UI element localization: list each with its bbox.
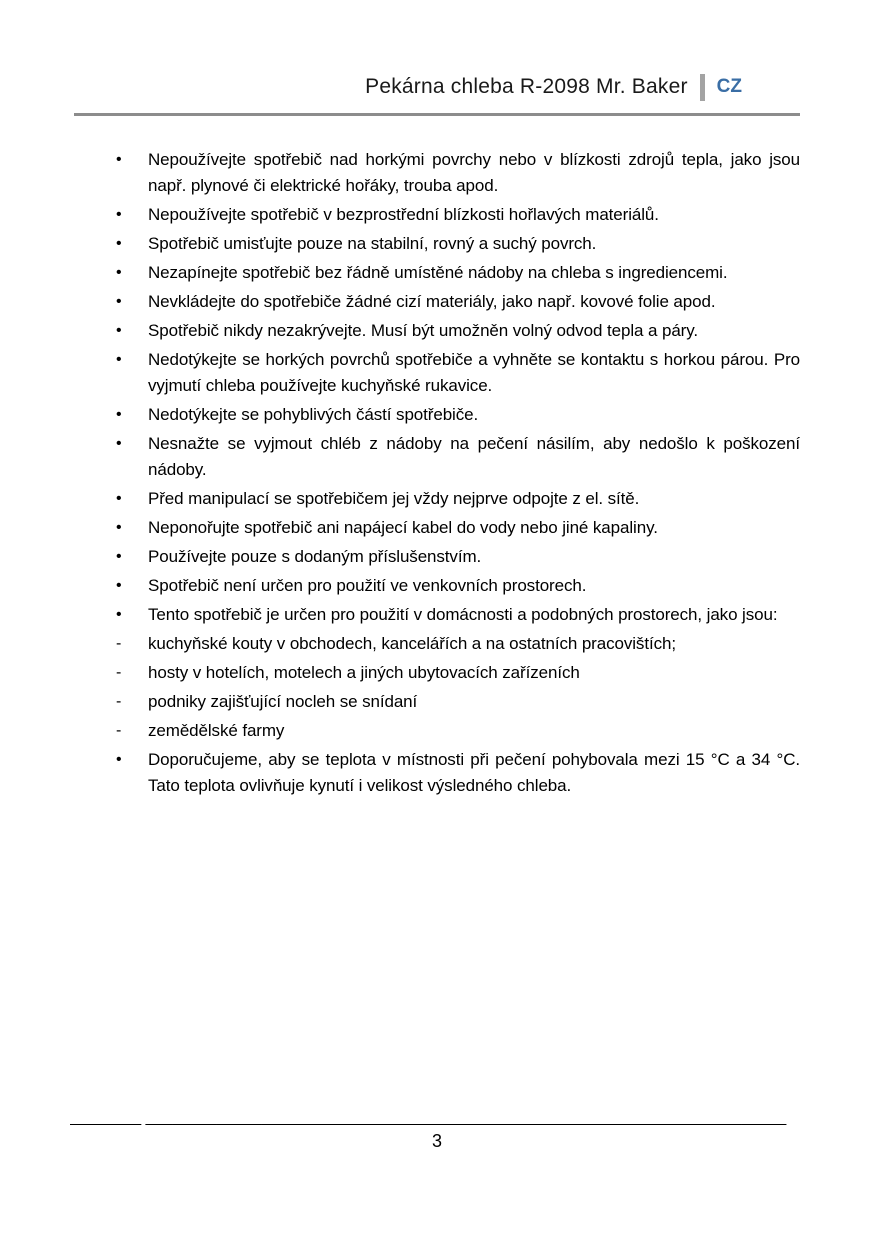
list-item-text: Používejte pouze s dodaným příslušenstvím. [148, 547, 482, 566]
list-item-text: Spotřebič umisťujte pouze na stabilní, rovný a suchý povrch. [148, 234, 597, 253]
dash-marker: - [116, 664, 122, 681]
bullet-marker: • [116, 606, 122, 623]
list-item [74, 231, 800, 257]
list-item [74, 347, 800, 399]
list-item-text: Nepoužívejte spotřebič nad horkými povrchy nebo v blízkosti zdrojů tepla, jako jsou např. plynové či elektrické hořáky, trouba apod. [148, 150, 800, 195]
list-item-dash [74, 660, 800, 686]
list-item-text: Nedotýkejte se horkých povrchů spotřebiče a vyhněte se kontaktu s horkou párou. Pro vyjmutí chleba používejte kuchyňské rukavice. [148, 350, 800, 395]
dash-marker: - [116, 635, 122, 652]
bullet-marker: • [116, 548, 122, 565]
language-badge: CZ [716, 76, 742, 97]
bullet-marker: • [116, 235, 122, 252]
page-footer [70, 1111, 800, 1240]
list-item [74, 402, 800, 428]
list-item-text: Spotřebič nikdy nezakrývejte. Musí být umožněn volný odvod tepla a páry. [148, 321, 698, 340]
list-item-text: kuchyňské kouty v obchodech, kancelářích a na ostatních pracovištích; [148, 634, 676, 653]
header-rule [74, 113, 800, 116]
bullet-marker: • [116, 293, 122, 310]
dash-marker: - [116, 693, 122, 710]
bullet-marker: • [116, 264, 122, 281]
bullet-marker: • [116, 751, 122, 768]
list-item [74, 515, 800, 541]
list-item [74, 602, 800, 628]
bullet-marker: • [116, 151, 122, 168]
list-item-dash [74, 689, 800, 715]
page-header [74, 70, 800, 104]
bullet-marker: • [116, 351, 122, 368]
list-item [74, 260, 800, 286]
list-item [74, 431, 800, 483]
list-item [74, 318, 800, 344]
list-item-text: Nesnažte se vyjmout chléb z nádoby na pečení násilím, aby nedošlo k poškození nádoby. [148, 434, 800, 479]
list-item [74, 573, 800, 599]
bullet-marker: • [116, 206, 122, 223]
page-title: Pekárna chleba R-2098 Mr. Baker [365, 75, 688, 98]
footer-rule: ________ ________________________________________________________________________ [70, 1111, 787, 1125]
list-item [74, 289, 800, 315]
bullet-marker: • [116, 435, 122, 452]
safety-instructions-list [74, 147, 800, 802]
list-item [74, 147, 800, 199]
bullet-marker: • [116, 406, 122, 423]
list-item-text: Spotřebič není určen pro použití ve venkovních prostorech. [148, 576, 587, 595]
bullet-marker: • [116, 577, 122, 594]
list-item-text: Nevkládejte do spotřebiče žádné cizí materiály, jako např. kovové folie apod. [148, 292, 716, 311]
dash-marker: - [116, 722, 122, 739]
list-item-text: Neponořujte spotřebič ani napájecí kabel do vody nebo jiné kapaliny. [148, 518, 658, 537]
bullet-marker: • [116, 519, 122, 536]
bullet-marker: • [116, 322, 122, 339]
list-item-text: Nedotýkejte se pohyblivých částí spotřebiče. [148, 405, 479, 424]
list-item-text: zemědělské farmy [148, 721, 285, 740]
list-item-dash [74, 631, 800, 657]
list-item-text: Nepoužívejte spotřebič v bezprostřední blízkosti hořlavých materiálů. [148, 205, 659, 224]
list-item [74, 747, 800, 799]
list-item-text: Tento spotřebič je určen pro použití v domácnosti a podobných prostorech, jako jsou: [148, 605, 778, 624]
list-item-text: Před manipulací se spotřebičem jej vždy nejprve odpojte z el. sítě. [148, 489, 640, 508]
list-item [74, 486, 800, 512]
page-number: 3 [431, 1131, 442, 1151]
list-item-text: Nezapínejte spotřebič bez řádně umístěné nádoby na chleba s ingrediencemi. [148, 263, 728, 282]
header-divider [700, 74, 705, 101]
list-item-dash [74, 718, 800, 744]
list-item-text: hosty v hotelích, motelech a jiných ubytovacích zařízeních [148, 663, 580, 682]
list-item [74, 544, 800, 570]
list-item-text: Doporučujeme, aby se teplota v místnosti při pečení pohybovala mezi 15 °C a 34 °C. Tato teplota ovlivňuje kynutí i velikost výsledného chleba. [148, 750, 800, 795]
list-item [74, 202, 800, 228]
list-item-text: podniky zajišťující nocleh se snídaní [148, 692, 418, 711]
bullet-marker: • [116, 490, 122, 507]
